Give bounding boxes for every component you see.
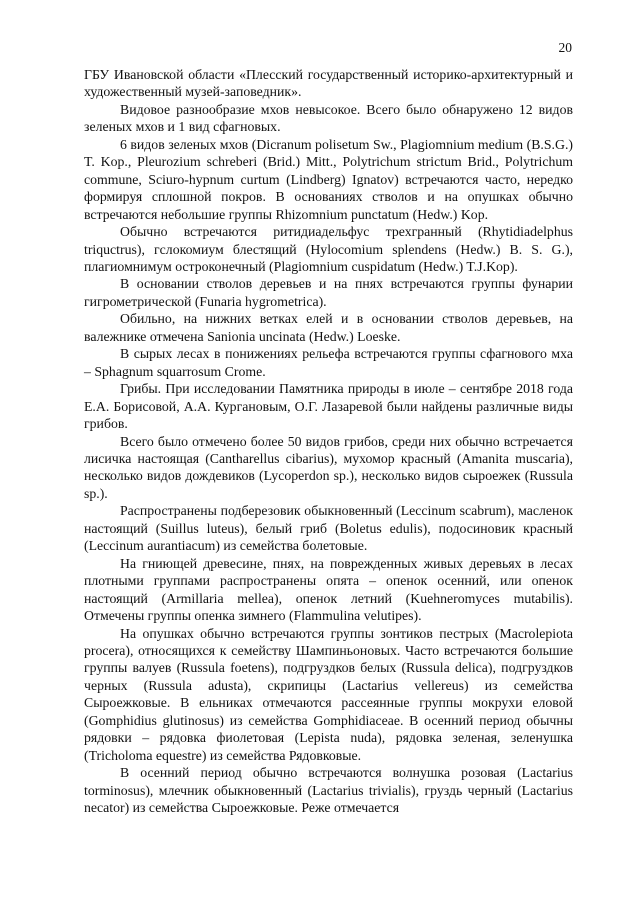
document-body [84, 66, 573, 816]
paragraph-fungi-intro: Грибы. При исследовании Памятника природы в июле – сентябре 2018 года Е.А. Борисовой, А.А. Кургановым, О.Г. Лазаревой были найдены различные виды грибов. [84, 381, 573, 432]
paragraph-sanionia: Обильно, на нижних ветках елей и в основании стволов деревьев, на валежнике отмечена Sanionia uncinata (Hedw.) Loeske. [84, 311, 573, 344]
paragraph-forest-edges: На опушках обычно встречаются группы зонтиков пестрых (Macrolepiota procera), относящихся к семейству Шампиньоновых. Часто встречаются большие группы валуев (Russula foetens), подгруздков белых (Russula delica), подгруздков черных (Russula adusta), скрипицы (Lactarius vellereus) из семейства Сыроежковые. В ельниках отмечаются рассеянные группы мокрухи еловой (Gomphidius glutinosus) из семейства Gomphidiaceae. В осенний период обычны рядовки – рядовка фиолетовая (Lepista nuda), рядовка зеленая, зеленушка (Tricholoma equestre) из семейства Рядовковые. [84, 625, 573, 763]
paragraph-boletes: Распространены подберезовик обыкновенный (Leccinum scabrum), масленок настоящий (Suillus luteus), белый гриб (Boletus edulis), подосиновик красный (Leccinum aurantiacum) из семейства болетовые. [84, 503, 573, 554]
paragraph-honey-fungi: На гниющей древесине, пнях, на поврежденных живых деревьях в лесах плотными группами распространены опята – опенок осенний, или опенок настоящий (Armillaria mellea), опенок летний (Kuehneromyces mutabilis). Отмечены группы опенка зимнего (Flammulina velutipes). [84, 555, 573, 624]
page-number: 20 [558, 40, 572, 55]
paragraph-moss-diversity: Видовое разнообразие мхов невысокое. Всего было обнаружено 12 видов зеленых мхов и 1 вид сфагновых. [84, 101, 573, 135]
paragraph-autumn-fungi: В осенний период обычно встречаются волнушка розовая (Lactarius torminosus), млечник обыкновенный (Lactarius trivialis), груздь черный (Lactarius necator) из семейства Сыроежковые. Реже отмечается [84, 765, 573, 816]
paragraph-funaria: В основании стволов деревьев и на пнях встречаются группы фунарии гигрометрической (Funaria hygrometrica). [84, 276, 573, 309]
paragraph-sphagnum: В сырых лесах в понижениях рельефа встречаются группы сфагнового мха – Sphagnum squarrosum Crome. [84, 346, 573, 379]
paragraph-common-mosses: Обычно встречаются ритидиадельфус трехгранный (Rhytidiadelphus triquctrus), гслокомиум блестящий (Hylocomium splendens (Hedw.) B. S. G.), плагиомнимум остроконечный (Plagiomnium cuspidatum (Hedw.) T.J.Kop). [84, 224, 573, 274]
paragraph-fungi-count: Всего было отмечено более 50 видов грибов, среди них обычно встречается лисичка настоящая (Cantharellus cibarius), мухомор красный (Amanita muscaria), несколько видов дождевиков (Lycoperdon sp.), несколько видов сыроежек (Russula sp.). [84, 433, 573, 501]
paragraph-green-mosses: 6 видов зеленых мхов (Dicranum polisetum Sw., Plagiomnium medium (B.S.G.) T. Kop., Pleurozium schreberi (Brid.) Mitt., Polytrichum strictum Brid., Polytrichum commune, Sciuro-hypnum curtum (Lindberg) Ignatov) встречаются часто, нередко формируя сплошной покров. В основаниях стволов и на опушках обычно встречаются небольшие группы Rhizomnium punctatum (Hedw.) Kop. [84, 136, 573, 222]
paragraph-museum: ГБУ Ивановской области «Плесский государственный историко-архитектурный и художественный музей-заповедник». [84, 67, 573, 100]
